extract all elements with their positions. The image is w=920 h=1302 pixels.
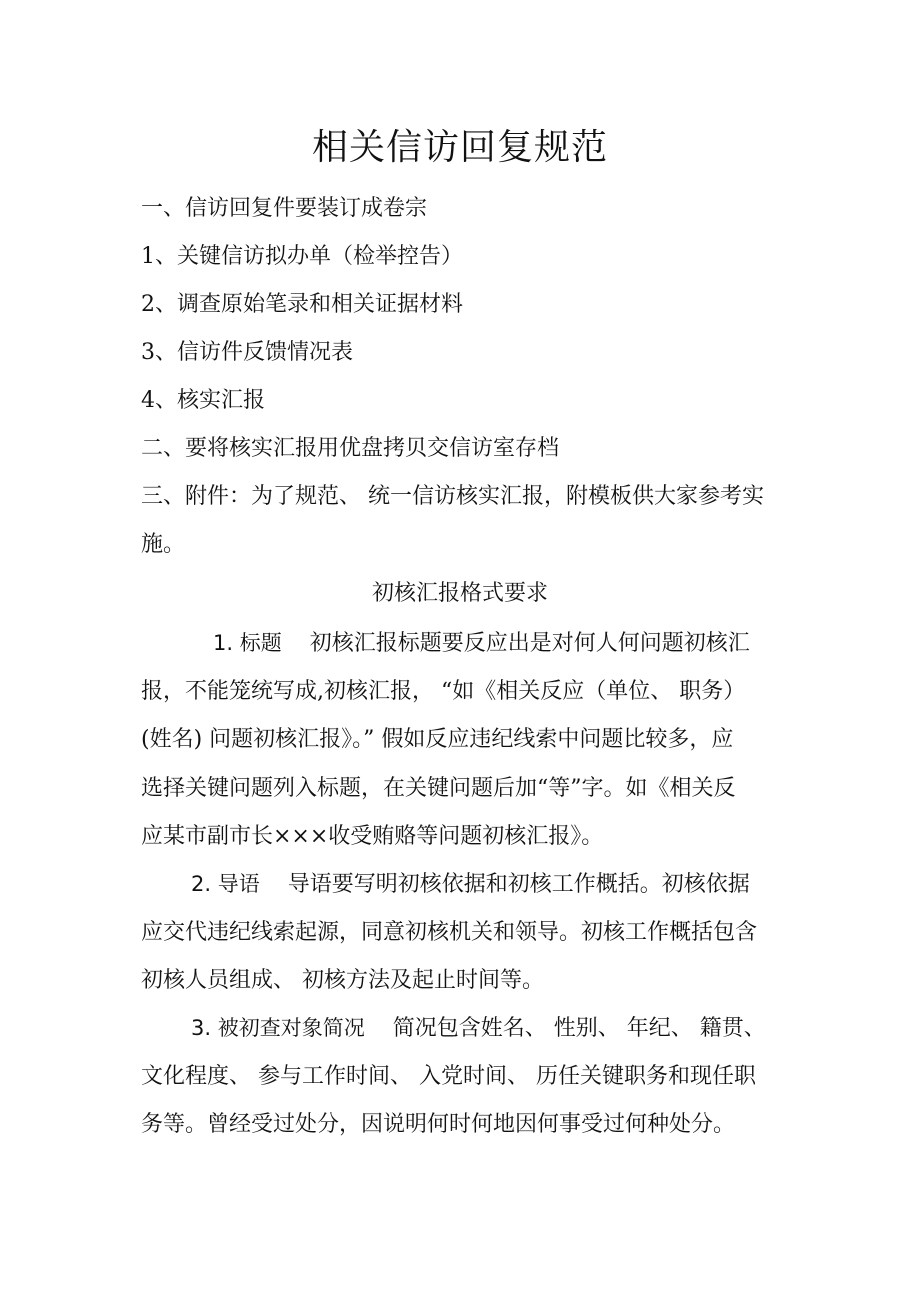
list-item: 三、附件：为了规范、 统一信访核实汇报，附模板供大家参考实: [141, 484, 764, 509]
paragraph-row: 应交代违纪线索起源，同意初核机关和领导。初核工作概括包含: [141, 920, 758, 946]
paragraph-text: 初核汇报标题要反应出是对何人何问题初核汇: [309, 631, 750, 656]
paragraph-row: (姓名) 问题初核汇报》。” 假如反应违纪线索中问题比较多，应: [141, 727, 734, 753]
paragraph-text: 简况包含姓名、 性别、 年纪、 籍贯、: [392, 1016, 766, 1041]
paragraph-row: 选择关键问题列入标题，在关键问题后加“等”字。如《相关反: [141, 775, 736, 801]
paragraph-row: 应某市副市长×××收受贿赂等问题初核汇报》。: [141, 823, 604, 849]
document-title: 相关信访回复规范: [311, 127, 608, 168]
paragraph-first-row: [141, 1004, 801, 1053]
section-intro-paragraph: [141, 860, 801, 1006]
list-item: 一、信访回复件要装订成卷宗: [141, 196, 428, 221]
list-item: 2、调查原始笔录和相关证据材料: [141, 292, 463, 317]
paragraph-row: 务等。曾经受过处分，因说明何时何地因何事受过何种处分。: [141, 1112, 736, 1138]
list-item: 4、核实汇报: [141, 388, 265, 413]
section-heading: 2. 导语: [191, 872, 260, 896]
paragraph-first-row: [141, 619, 801, 668]
paragraph-text: 导语要写明初核依据和初核工作概括。初核依据: [287, 872, 750, 897]
section-heading: 3. 被初查对象简况: [191, 1016, 365, 1040]
section-subtitle: 初核汇报格式要求: [371, 581, 548, 606]
paragraph-row: 文化程度、 参与工作时间、 入党时间、 历任关键职务和现任职: [141, 1064, 756, 1090]
paragraph-row: 初核人员组成、 初核方法及起止时间等。: [141, 968, 544, 994]
list-item: 1、关键信访拟办单（检举控告）: [141, 244, 463, 269]
section-heading: 1. 标题: [213, 631, 282, 655]
paragraph-first-row: [141, 860, 801, 909]
section-title-paragraph: [141, 619, 801, 861]
list-item: 二、要将核实汇报用优盘拷贝交信访室存档: [141, 436, 560, 461]
list-item: 3、信访件反馈情况表: [141, 340, 353, 365]
paragraph-row: 报，不能笼统写成,初核汇报， “如《相关反应（单位、 职务）: [141, 679, 746, 705]
list-item: 施。: [141, 532, 186, 557]
section-subject-paragraph: [141, 1004, 801, 1150]
